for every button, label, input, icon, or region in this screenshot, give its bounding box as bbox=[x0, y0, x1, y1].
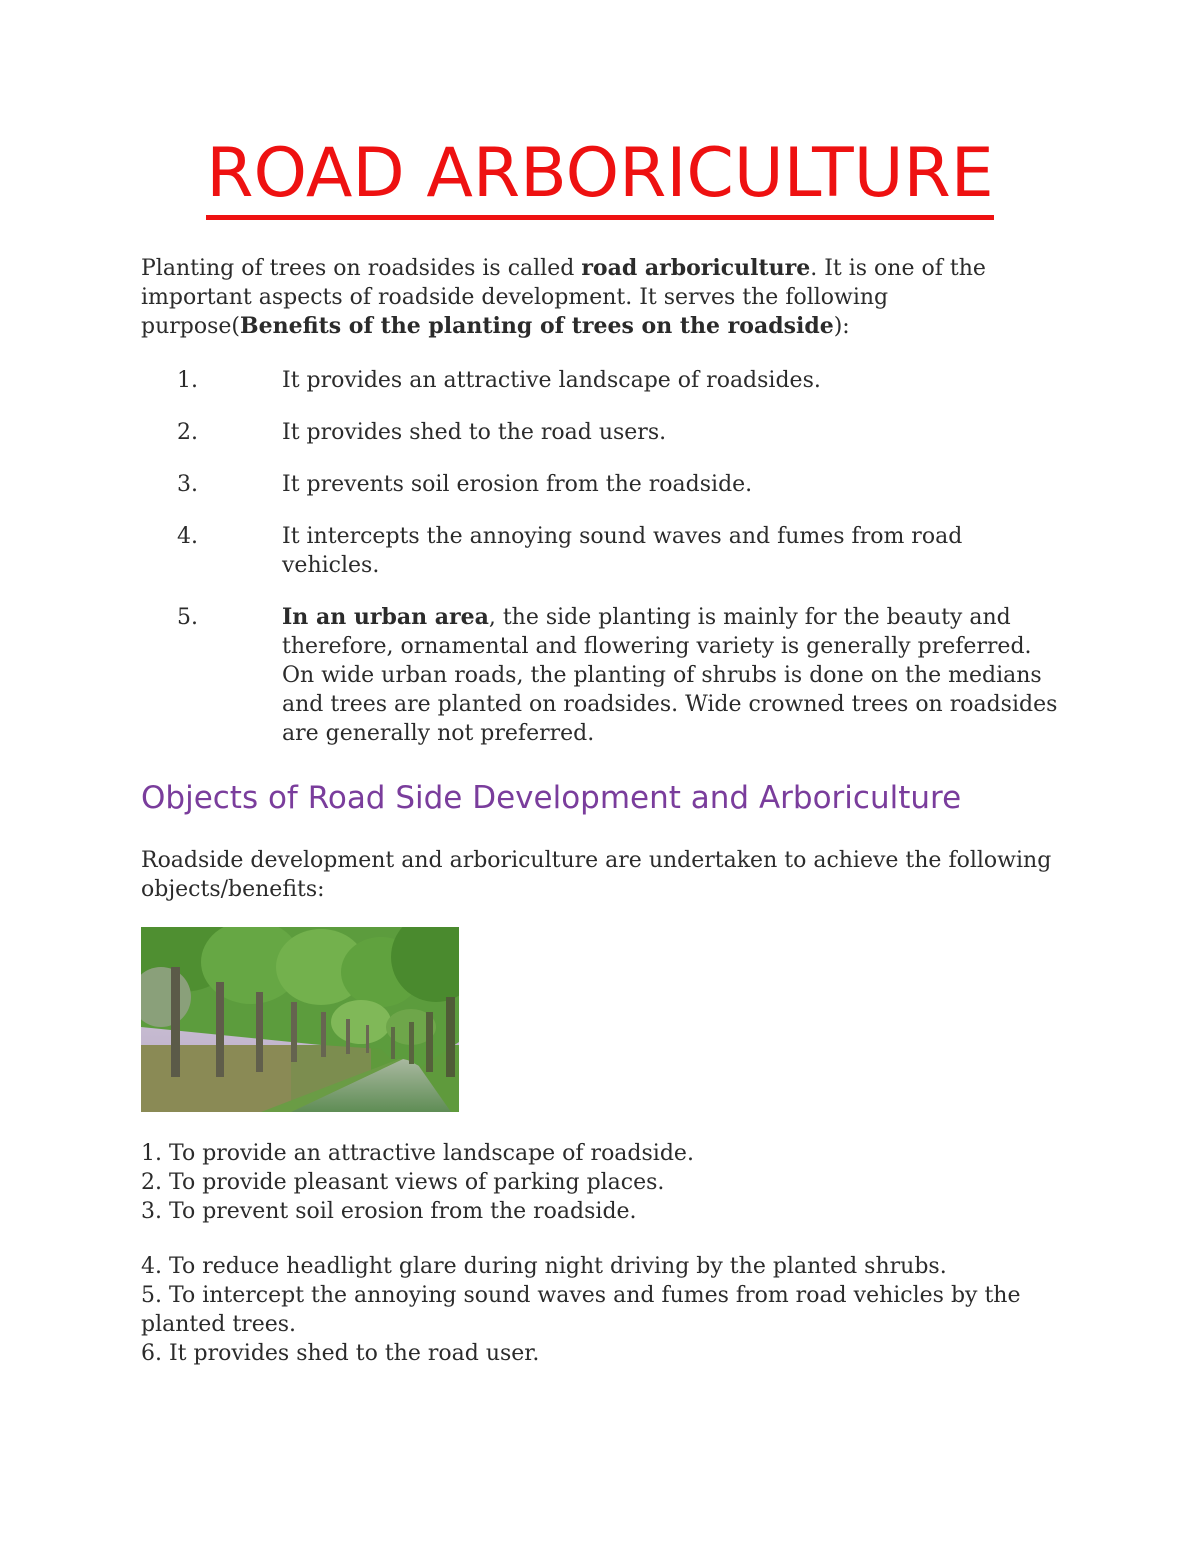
list-item-number: 1. bbox=[177, 368, 198, 393]
list-item: 2. To provide pleasant views of parking places. bbox=[141, 1170, 665, 1195]
list-item-bold: In an urban area bbox=[282, 604, 489, 630]
document-title-text: ROAD ARBORICULTURE bbox=[206, 134, 993, 220]
intro-text-3: ): bbox=[833, 314, 850, 339]
objects-list bbox=[141, 1139, 1081, 1368]
intro-bold-term: road arboriculture bbox=[581, 255, 811, 281]
list-item-text-rest: , the side planting is mainly for the beauty and therefore, ornamental and flowering variety is generally preferred. On wide urban roads, the planting of shrubs is done on the medians and trees are planted on roadsides. Wide crowned trees on roadsides are generally not preferred. bbox=[282, 605, 1058, 746]
intro-bold-benefits: Benefits of the planting of trees on the roadside bbox=[240, 313, 834, 339]
list-item: 4. To reduce headlight glare during night driving by the planted shrubs. bbox=[141, 1254, 947, 1279]
list-item-text: It provides an attractive landscape of roadsides. bbox=[282, 368, 821, 393]
list-item: 5. To intercept the annoying sound waves and fumes from road vehicles by the planted trees. bbox=[141, 1283, 1021, 1337]
document-title bbox=[0, 134, 1200, 213]
list-spacer bbox=[141, 1226, 1081, 1252]
intro-text-2: . It is one of the important aspects of roadside development. It serves the following purpose( bbox=[141, 256, 986, 339]
list-item-number: 3. bbox=[177, 472, 198, 497]
list-item bbox=[141, 366, 1071, 395]
intro-paragraph bbox=[141, 254, 1061, 341]
list-item-text: It prevents soil erosion from the roadside. bbox=[282, 472, 753, 497]
list-item: 1. To provide an attractive landscape of roadside. bbox=[141, 1141, 694, 1166]
section-intro-paragraph: Roadside development and arboriculture are undertaken to achieve the following objects/benefits: bbox=[141, 848, 1052, 902]
list-item-text: It provides shed to the road users. bbox=[282, 420, 667, 445]
list-item-text bbox=[282, 603, 1062, 748]
list-item-number: 2. bbox=[177, 420, 198, 445]
intro-text-1: Planting of trees on roadsides is called bbox=[141, 256, 582, 281]
list-item-number: 5. bbox=[177, 605, 198, 630]
list-item-text: It intercepts the annoying sound waves and fumes from road vehicles. bbox=[282, 524, 963, 578]
list-item bbox=[141, 418, 1071, 447]
list-item bbox=[141, 603, 1071, 748]
list-item: 6. It provides shed to the road user. bbox=[141, 1341, 540, 1366]
list-item: 3. To prevent soil erosion from the roadside. bbox=[141, 1199, 637, 1224]
tree-lined-road-image bbox=[141, 927, 459, 1112]
list-item bbox=[141, 470, 1071, 499]
benefits-list bbox=[141, 366, 1071, 771]
list-item-number: 4. bbox=[177, 524, 198, 549]
list-item bbox=[141, 522, 1071, 580]
section-heading: Objects of Road Side Development and Arboriculture bbox=[141, 780, 962, 816]
